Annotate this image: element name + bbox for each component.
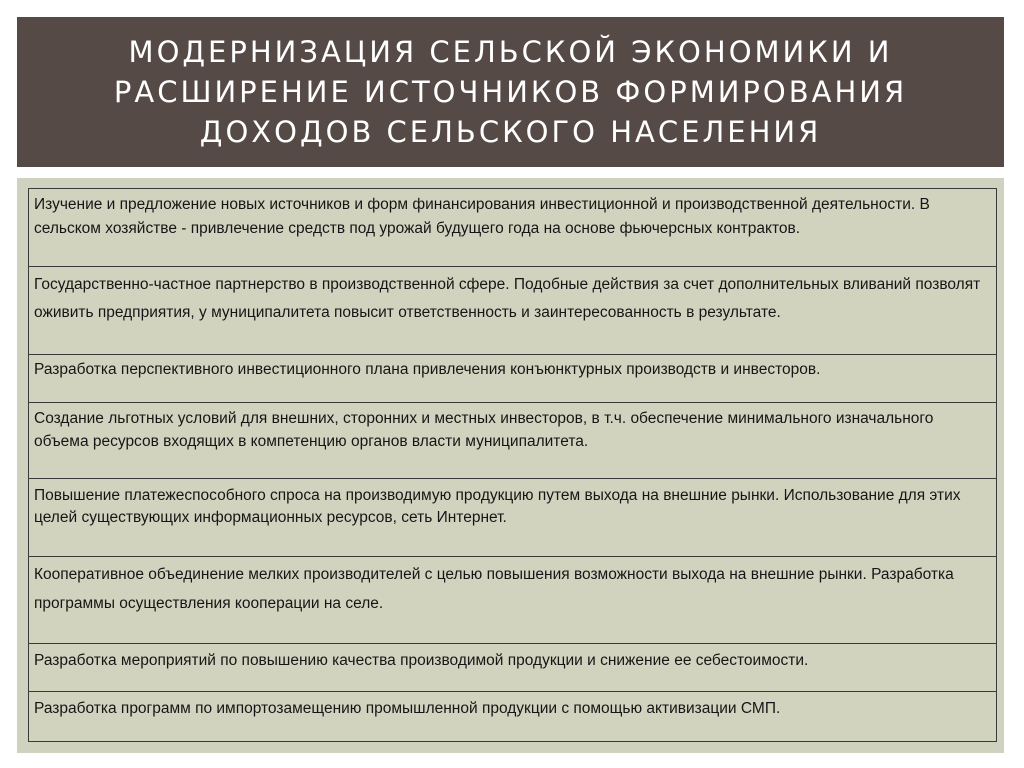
slide-header	[17, 17, 1004, 167]
table-row: Разработка мероприятий по повышению качества производимой продукции и снижение ее себестоимости.	[29, 644, 996, 692]
table-row: Изучение и предложение новых источников и форм финансирования инвестиционной и производственной деятельности. В сельском хозяйстве - привлечение средств под урожай будущего года на основе фьючерсных контрактов.	[29, 189, 996, 267]
table-row: Кооперативное объединение мелких производителей с целью повышения возможности выхода на внешние рынки. Разработка программы осуществления кооперации на селе.	[29, 557, 996, 644]
table-row: Разработка перспективного инвестиционного плана привлечения конъюнктурных производств и инвесторов.	[29, 355, 996, 403]
content-panel	[17, 178, 1004, 753]
table-row: Разработка программ по импортозамещению промышленной продукции с помощью активизации СМП.	[34, 700, 781, 717]
measures-table	[28, 188, 997, 742]
table-row: Государственно-частное партнерство в производственной сфере. Подобные действия за счет дополнительных вливаний позволят оживить предприятия, у муниципалитета повысит ответственность и заинтересованность в результате.	[29, 267, 996, 355]
slide-title: МОДЕРНИЗАЦИЯ СЕЛЬСКОЙ ЭКОНОМИКИ И РАСШИРЕНИЕ ИСТОЧНИКОВ ФОРМИРОВАНИЯ ДОХОДОВ СЕЛЬСКОГО НАСЕЛЕНИЯ	[113, 35, 908, 149]
table-row: Создание льготных условий для внешних, сторонних и местных инвесторов, в т.ч. обеспечение минимального изначального объема ресурсов входящих в компетенцию органов власти муниципалитета.	[29, 403, 996, 479]
table-row: Повышение платежеспособного спроса на производимую продукцию путем выхода на внешние рынки. Использование для этих целей существующих информационных ресурсов, сеть Интернет.	[29, 479, 996, 557]
